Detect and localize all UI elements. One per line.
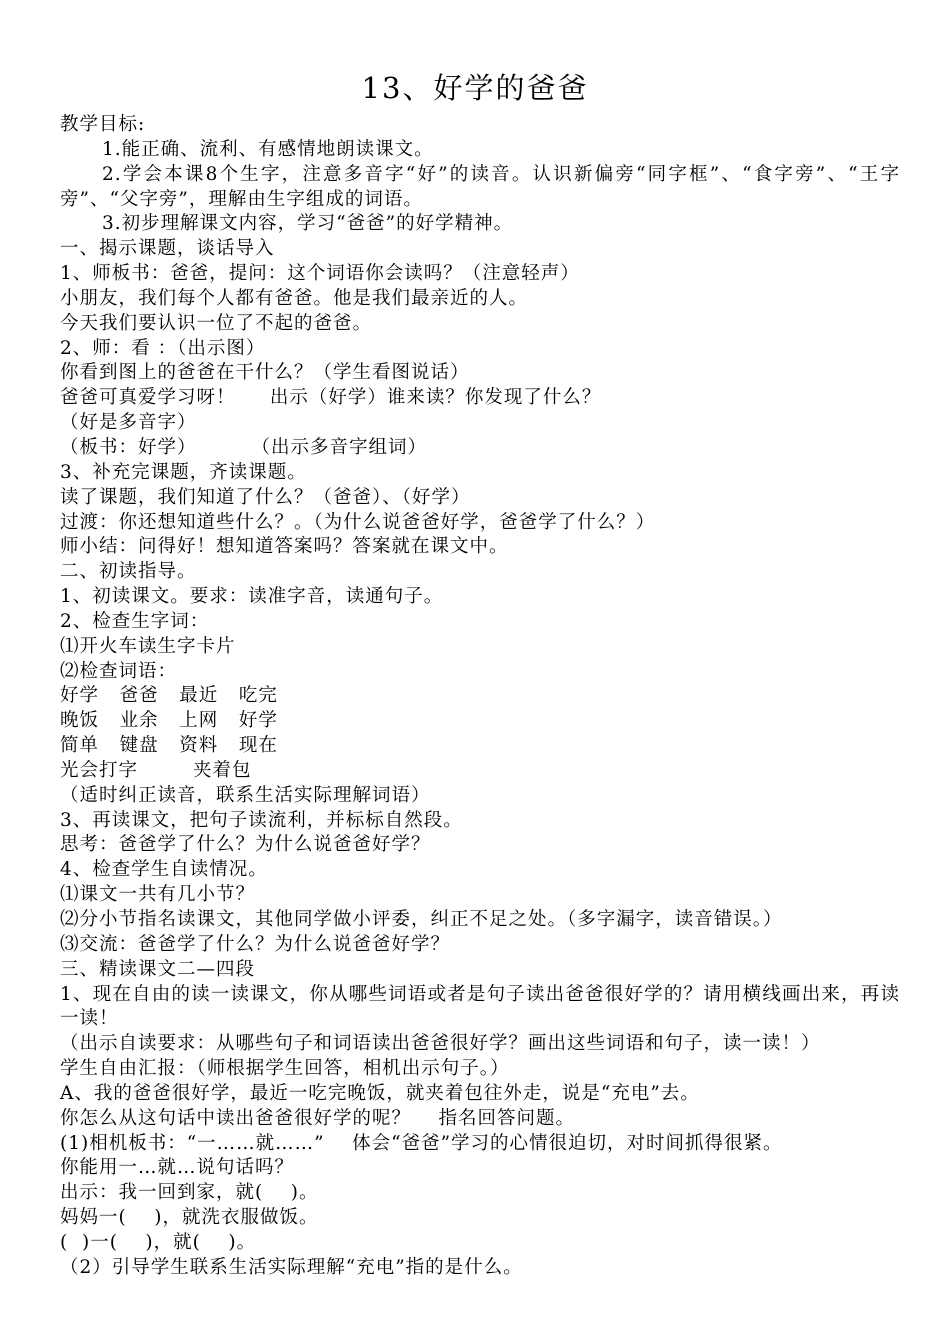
text-line: ( )一( )，就( )。 bbox=[60, 1231, 257, 1253]
text-line: 你怎么从这句话中读出爸爸很好学的呢？ 指名回答问题。 bbox=[60, 1107, 576, 1129]
text-line: ⑵检查词语： bbox=[60, 660, 178, 682]
text-line: ⑴课文一共有几小节？ bbox=[60, 884, 256, 906]
text-line: 1、现在自由的读一读课文，你从哪些词语或者是句子读出爸爸很好学的？请用横线画出来，再读一读！ bbox=[60, 983, 900, 1030]
text-line: 今天我们要认识一位了不起的爸爸。 bbox=[60, 312, 373, 334]
text-line: 2、检查生字词： bbox=[60, 610, 210, 632]
text-line: （2）引导学生联系生活实际理解“充电”指的是什么。 bbox=[60, 1256, 523, 1278]
text-line: 1.能正确、流利、有感情地朗读课文。 bbox=[102, 138, 434, 160]
text-line: 一、揭示课题，谈话导入 bbox=[60, 238, 275, 260]
text-line: A、我的爸爸很好学，最近一吃完晚饭，就夹着包往外走，说是“充电”去。 bbox=[60, 1082, 700, 1104]
text-line: 过渡：你还想知道些什么？。（为什么说爸爸好学，爸爸学了什么？） bbox=[60, 511, 656, 533]
text-line: 爸爸可真爱学习呀！ 出示（好学）谁来读？你发现了什么？ bbox=[60, 387, 602, 409]
text-line: 晚饭 业余 上网 好学 bbox=[60, 710, 278, 732]
text-line: （适时纠正读音，联系生活实际理解词语） bbox=[60, 784, 431, 806]
text-line: 二、初读指导。 bbox=[60, 561, 197, 583]
text-line: 小朋友，我们每个人都有爸爸。他是我们最亲近的人。 bbox=[60, 287, 529, 309]
text-line: 学生自由汇报：（师根据学生回答，相机出示句子。） bbox=[60, 1058, 510, 1080]
text-line: （出示自读要求：从哪些句子和词语读出爸爸很好学？画出这些词语和句子，读一读！） bbox=[60, 1033, 821, 1055]
document-title: 13、好学的爸爸 bbox=[361, 71, 589, 105]
text-line: 你看到图上的爸爸在干什么？（学生看图说话） bbox=[60, 362, 470, 384]
text-line: ⑶交流：爸爸学了什么？为什么说爸爸好学？ bbox=[60, 933, 451, 955]
text-line: 好学 爸爸 最近 吃完 bbox=[60, 685, 278, 707]
text-line: 三、精读课文二—四段 bbox=[60, 958, 256, 980]
document-body bbox=[60, 113, 900, 1281]
text-line: 1、初读课文。要求：读准字音，读通句子。 bbox=[60, 586, 444, 608]
text-line: 3.初步理解课文内容，学习“爸爸”的好学精神。 bbox=[102, 213, 514, 235]
text-line: ⑵分小节指名读课文，其他同学做小评委，纠正不足之处。（多字漏字，读音错误。） bbox=[60, 909, 783, 930]
text-line: (1)相机板书：“一……就……” 体会“爸爸”学习的心情很迫切，对时间抓得很紧。 bbox=[60, 1132, 783, 1154]
text-line: 师小结：问得好！想知道答案吗？答案就在课文中。 bbox=[60, 536, 509, 558]
text-line: 你能用一…就…说句话吗？ bbox=[60, 1157, 295, 1179]
text-line: 4、检查学生自读情况。 bbox=[60, 859, 268, 881]
text-line: 妈妈一( )，就洗衣服做饭。 bbox=[60, 1207, 319, 1229]
text-line: 2.学会本课8个生字，注意多音字“好”的读音。认识新偏旁“同字框”、“食字旁”、“王字旁”、“父字旁”，理解由生字组成的词语。 bbox=[60, 163, 900, 210]
text-line: 3、再读课文，把句子读流利，并标标自然段。 bbox=[60, 809, 463, 831]
text-line: 简单 键盘 资料 现在 bbox=[60, 735, 278, 757]
text-line: 思考：爸爸学了什么？为什么说爸爸好学？ bbox=[60, 834, 431, 856]
text-line: 光会打字 夹着包 bbox=[60, 759, 252, 781]
text-line: 1、师板书：爸爸，提问：这个词语你会读吗？（注意轻声） bbox=[60, 263, 580, 285]
text-line: 出示：我一回到家，就( )。 bbox=[60, 1182, 319, 1204]
text-line: ⑴开火车读生字卡片 bbox=[60, 635, 236, 657]
text-line: 教学目标: bbox=[60, 114, 146, 135]
text-line: 读了课题，我们知道了什么？（爸爸）、（好学） bbox=[60, 486, 471, 508]
text-line: 3、补充完课题，齐读课题。 bbox=[60, 461, 307, 483]
text-line: （好是多音字） bbox=[60, 412, 197, 434]
text-line: 2、师：看 ：（出示图） bbox=[60, 337, 266, 359]
text-line: （板书：好学） （出示多音字组词） bbox=[60, 436, 428, 458]
